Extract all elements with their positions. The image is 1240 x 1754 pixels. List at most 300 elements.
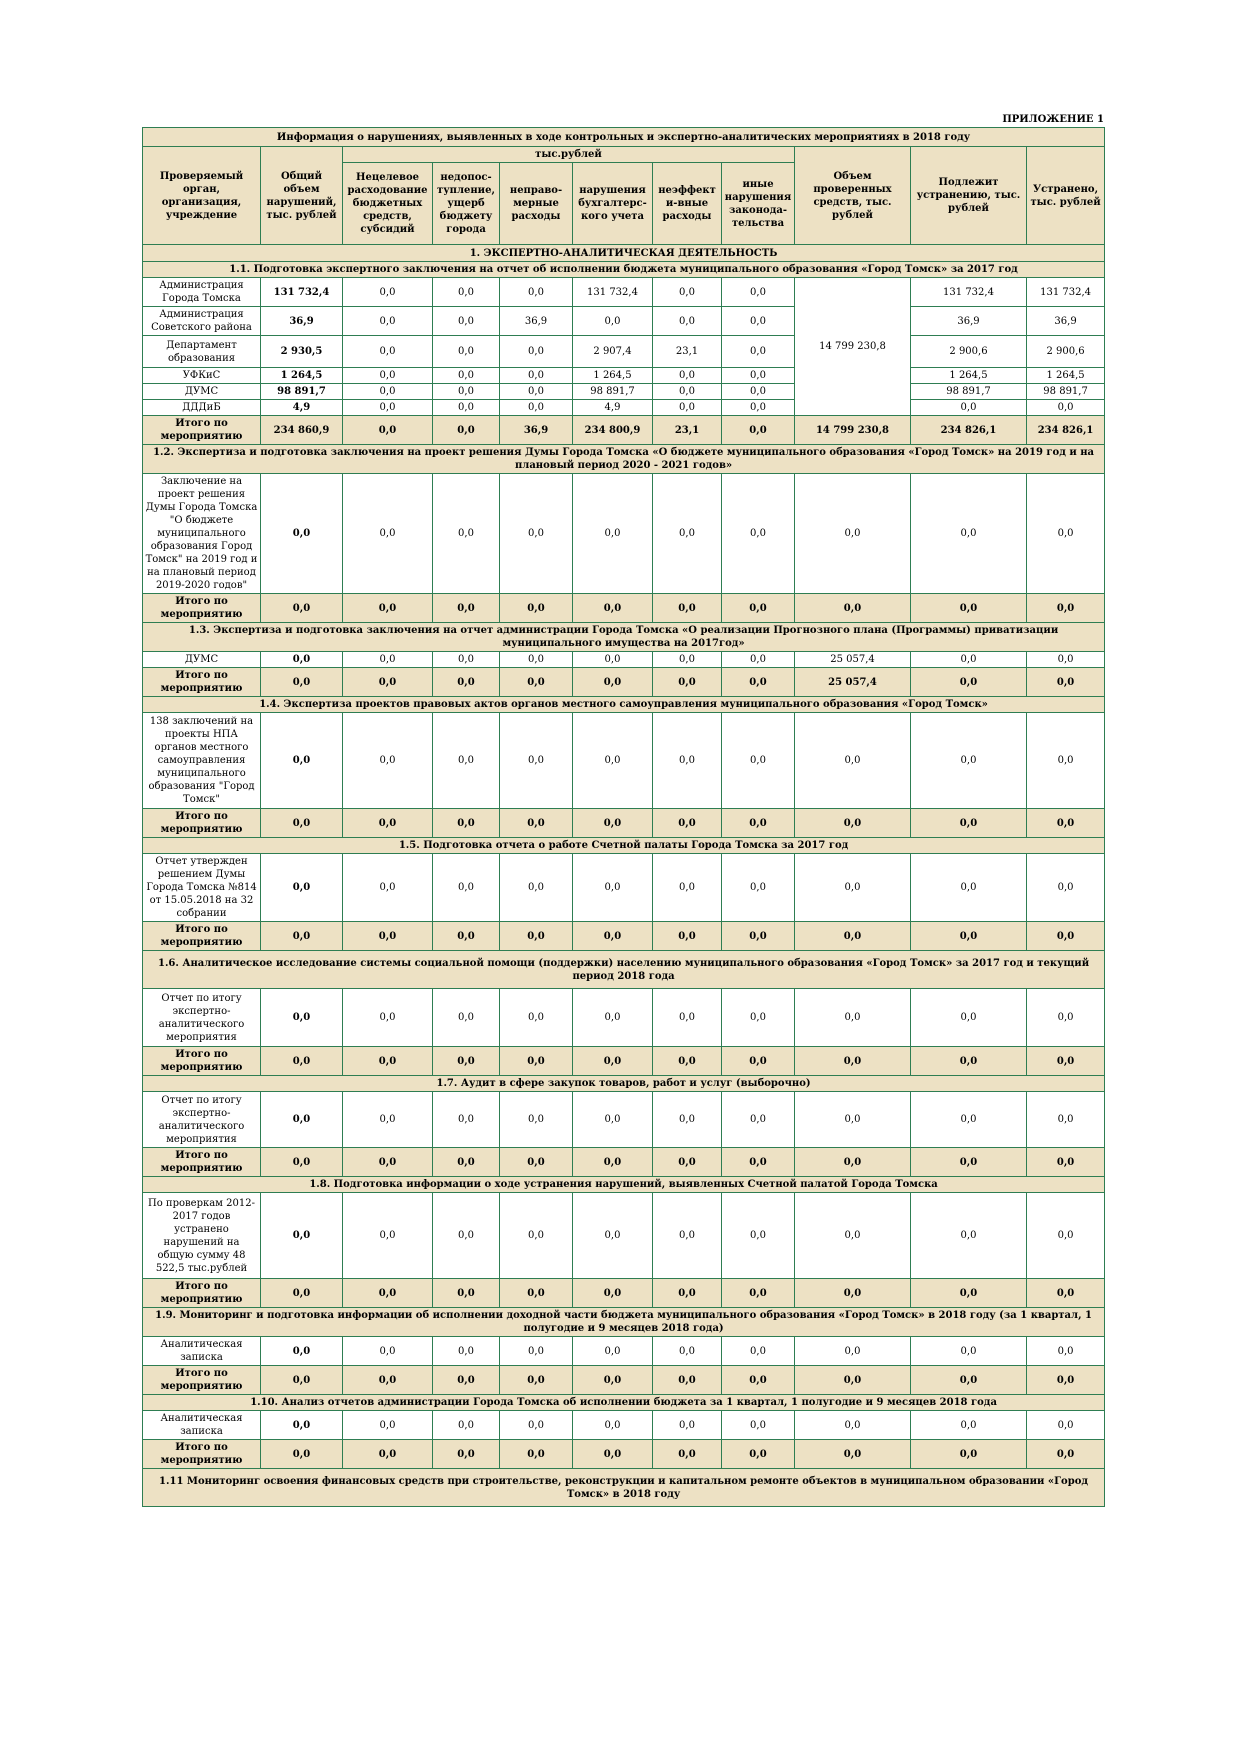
cell-total: 0,0: [261, 1337, 343, 1366]
org-name: ДУМС: [143, 384, 261, 400]
section-title-row: [143, 838, 1105, 854]
cell-total: 0,0: [261, 1411, 343, 1440]
cell-shortfall: 0,0: [433, 416, 500, 445]
cell-to-fix: 0,0: [911, 809, 1027, 838]
cell-accounting: 0,0: [573, 922, 653, 951]
cell-checked: 0,0: [795, 1440, 911, 1469]
org-name: Отчет по итогу экспертно-аналитического мероприятия: [143, 989, 261, 1047]
cell-inefficient: 0,0: [653, 368, 722, 384]
cell-shortfall: 0,0: [433, 668, 500, 697]
cell-to-fix: 0,0: [911, 652, 1027, 668]
total-row: [143, 416, 1105, 445]
cell-illegal: 0,0: [500, 336, 573, 368]
cell-fixed: 0,0: [1027, 1148, 1105, 1177]
cell-misuse: 0,0: [343, 922, 433, 951]
total-row: [143, 1148, 1105, 1177]
total-label: Итого по мероприятию: [143, 1366, 261, 1395]
section-title: 1.4. Экспертиза проектов правовых актов органов местного самоуправления муниципального образования «Город Томск»: [143, 697, 1105, 713]
cell-misuse: 0,0: [343, 713, 433, 809]
cell-accounting: 2 907,4: [573, 336, 653, 368]
cell-other: 0,0: [722, 1193, 795, 1279]
cell-accounting: 0,0: [573, 1047, 653, 1076]
cell-to-fix: 0,0: [911, 400, 1027, 416]
table-row: [143, 652, 1105, 668]
cell-illegal: 0,0: [500, 1047, 573, 1076]
cell-shortfall: 0,0: [433, 1047, 500, 1076]
cell-inefficient: 0,0: [653, 278, 722, 307]
cell-total: 0,0: [261, 1279, 343, 1308]
cell-accounting: 0,0: [573, 594, 653, 623]
cell-shortfall: 0,0: [433, 989, 500, 1047]
cell-illegal: 0,0: [500, 809, 573, 838]
cell-fixed: 1 264,5: [1027, 368, 1105, 384]
cell-shortfall: 0,0: [433, 400, 500, 416]
cell-checked: 0,0: [795, 1337, 911, 1366]
cell-inefficient: 0,0: [653, 652, 722, 668]
cell-total: 0,0: [261, 854, 343, 922]
header-misuse: Нецелевое расходование бюджетных средств, субсидий: [343, 163, 433, 245]
cell-illegal: 0,0: [500, 368, 573, 384]
cell-illegal: 0,0: [500, 713, 573, 809]
cell-fixed: 0,0: [1027, 922, 1105, 951]
cell-illegal: 0,0: [500, 400, 573, 416]
cell-total: 0,0: [261, 474, 343, 594]
cell-fixed: 0,0: [1027, 1047, 1105, 1076]
cell-other: 0,0: [722, 854, 795, 922]
table-row: [143, 854, 1105, 922]
cell-accounting: 0,0: [573, 1440, 653, 1469]
section-title: 1.1. Подготовка экспертного заключения на отчет об исполнении бюджета муниципального образования «Город Томск» за 2017 год: [143, 262, 1105, 278]
cell-to-fix: 0,0: [911, 1337, 1027, 1366]
cell-illegal: 0,0: [500, 384, 573, 400]
cell-illegal: 0,0: [500, 1092, 573, 1148]
cell-misuse: 0,0: [343, 1047, 433, 1076]
cell-accounting: 0,0: [573, 1337, 653, 1366]
cell-inefficient: 0,0: [653, 384, 722, 400]
section-title-row: [143, 1469, 1105, 1507]
cell-accounting: 0,0: [573, 1279, 653, 1308]
section-title-row: [143, 1076, 1105, 1092]
org-name: Администрация Города Томска: [143, 278, 261, 307]
cell-other: 0,0: [722, 336, 795, 368]
cell-misuse: 0,0: [343, 809, 433, 838]
cell-misuse: 0,0: [343, 1411, 433, 1440]
cell-total: 98 891,7: [261, 384, 343, 400]
cell-accounting: 0,0: [573, 713, 653, 809]
section-title-row: [143, 1395, 1105, 1411]
section-title: 1.9. Мониторинг и подготовка информации об исполнении доходной части бюджета муниципального образования «Город Томск» в 2018 году (за 1 квартал, 1 полугодие и 9 месяцев 2018 года): [143, 1308, 1105, 1337]
cell-checked: 0,0: [795, 989, 911, 1047]
cell-illegal: 0,0: [500, 854, 573, 922]
cell-accounting: 0,0: [573, 1411, 653, 1440]
cell-other: 0,0: [722, 594, 795, 623]
cell-inefficient: 0,0: [653, 989, 722, 1047]
cell-accounting: 0,0: [573, 474, 653, 594]
cell-shortfall: 0,0: [433, 1193, 500, 1279]
cell-fixed: 0,0: [1027, 1279, 1105, 1308]
table-row: [143, 1092, 1105, 1148]
cell-other: 0,0: [722, 278, 795, 307]
cell-misuse: 0,0: [343, 474, 433, 594]
cell-to-fix: 0,0: [911, 922, 1027, 951]
cell-total: 0,0: [261, 1047, 343, 1076]
cell-checked: 14 799 230,8: [795, 416, 911, 445]
cell-total: 0,0: [261, 652, 343, 668]
cell-total: 0,0: [261, 922, 343, 951]
cell-accounting: 0,0: [573, 668, 653, 697]
cell-shortfall: 0,0: [433, 594, 500, 623]
cell-to-fix: 0,0: [911, 989, 1027, 1047]
cell-checked: 0,0: [795, 922, 911, 951]
cell-fixed: 0,0: [1027, 652, 1105, 668]
cell-inefficient: 0,0: [653, 854, 722, 922]
cell-fixed: 98 891,7: [1027, 384, 1105, 400]
cell-to-fix: 0,0: [911, 1193, 1027, 1279]
total-row: [143, 594, 1105, 623]
table-row: [143, 1337, 1105, 1366]
cell-inefficient: 0,0: [653, 1337, 722, 1366]
cell-fixed: 0,0: [1027, 668, 1105, 697]
org-name: Администрация Советского района: [143, 307, 261, 336]
cell-shortfall: 0,0: [433, 474, 500, 594]
cell-misuse: 0,0: [343, 1193, 433, 1279]
cell-misuse: 0,0: [343, 668, 433, 697]
cell-to-fix: 0,0: [911, 1047, 1027, 1076]
cell-checked: 0,0: [795, 1366, 911, 1395]
section-title: 1.3. Экспертиза и подготовка заключения на отчет администрации Города Томска «О реализации Прогнозного плана (Программы) приватизации муниципального имущества на 2017год»: [143, 623, 1105, 652]
header-other: иные нарушения законода-тельства: [722, 163, 795, 245]
table-row: [143, 1411, 1105, 1440]
cell-fixed: 0,0: [1027, 1366, 1105, 1395]
cell-checked: 0,0: [795, 594, 911, 623]
cell-other: 0,0: [722, 474, 795, 594]
cell-other: 0,0: [722, 1337, 795, 1366]
cell-inefficient: 0,0: [653, 400, 722, 416]
cell-inefficient: 0,0: [653, 1047, 722, 1076]
cell-misuse: 0,0: [343, 368, 433, 384]
header-checked: Объем проверенных средств, тыс. рублей: [795, 147, 911, 245]
total-label: Итого по мероприятию: [143, 1279, 261, 1308]
cell-illegal: 0,0: [500, 1193, 573, 1279]
org-name: По проверкам 2012-2017 годов устранено нарушений на общую сумму 48 522,5 тыс.рублей: [143, 1193, 261, 1279]
cell-checked: 0,0: [795, 809, 911, 838]
cell-fixed: 0,0: [1027, 1092, 1105, 1148]
cell-misuse: 0,0: [343, 1366, 433, 1395]
cell-inefficient: 0,0: [653, 1148, 722, 1177]
cell-accounting: 0,0: [573, 809, 653, 838]
cell-illegal: 36,9: [500, 416, 573, 445]
cell-inefficient: 0,0: [653, 1193, 722, 1279]
cell-to-fix: 131 732,4: [911, 278, 1027, 307]
org-name: 138 заключений на проекты НПА органов местного самоуправления муниципального образования "Город Томск": [143, 713, 261, 809]
org-name: УФКиС: [143, 368, 261, 384]
section-title: 1.2. Экспертиза и подготовка заключения на проект решения Думы Города Томска «О бюджете муниципального образования «Город Томск» на 2019 год и на плановый период 2020 - 2021 годов»: [143, 445, 1105, 474]
cell-fixed: 0,0: [1027, 1411, 1105, 1440]
cell-to-fix: 0,0: [911, 668, 1027, 697]
section-title: 1.5. Подготовка отчета о работе Счетной палаты Города Томска за 2017 год: [143, 838, 1105, 854]
cell-to-fix: 0,0: [911, 474, 1027, 594]
org-name: Аналитическая записка: [143, 1411, 261, 1440]
cell-checked: 0,0: [795, 854, 911, 922]
cell-inefficient: 23,1: [653, 336, 722, 368]
cell-misuse: 0,0: [343, 400, 433, 416]
cell-fixed: 0,0: [1027, 989, 1105, 1047]
cell-fixed: 0,0: [1027, 400, 1105, 416]
table-row: [143, 368, 1105, 384]
section-title: 1.7. Аудит в сфере закупок товаров, работ и услуг (выборочно): [143, 1076, 1105, 1092]
cell-shortfall: 0,0: [433, 1337, 500, 1366]
main-section-row: [143, 245, 1105, 262]
cell-checked-merged: 14 799 230,8: [795, 278, 911, 416]
cell-other: 0,0: [722, 400, 795, 416]
header-total: Общий объем нарушений, тыс. рублей: [261, 147, 343, 245]
cell-to-fix: 0,0: [911, 1366, 1027, 1395]
cell-misuse: 0,0: [343, 1148, 433, 1177]
org-name: Заключение на проект решения Думы Города Томска "О бюджете муниципального образования Город Томск" на 2019 год и на плановый период 2019-2020 годов": [143, 474, 261, 594]
cell-shortfall: 0,0: [433, 1148, 500, 1177]
table-row: [143, 474, 1105, 594]
header-inefficient: неэффекти-вные расходы: [653, 163, 722, 245]
cell-shortfall: 0,0: [433, 384, 500, 400]
cell-other: 0,0: [722, 922, 795, 951]
cell-accounting: 4,9: [573, 400, 653, 416]
total-label: Итого по мероприятию: [143, 1148, 261, 1177]
table-title: Информация о нарушениях, выявленных в ходе контрольных и экспертно-аналитических мероприятиях в 2018 году: [143, 128, 1105, 147]
cell-accounting: 0,0: [573, 1366, 653, 1395]
cell-total: 0,0: [261, 1092, 343, 1148]
cell-checked: 0,0: [795, 1148, 911, 1177]
violations-table: [142, 127, 1105, 1507]
cell-illegal: 0,0: [500, 1366, 573, 1395]
cell-fixed: 0,0: [1027, 809, 1105, 838]
org-name: Отчет по итогу экспертно-аналитического мероприятия: [143, 1092, 261, 1148]
cell-illegal: 0,0: [500, 1279, 573, 1308]
section-title-row: [143, 697, 1105, 713]
cell-illegal: 0,0: [500, 1440, 573, 1469]
cell-misuse: 0,0: [343, 1337, 433, 1366]
cell-other: 0,0: [722, 1092, 795, 1148]
cell-shortfall: 0,0: [433, 336, 500, 368]
cell-total: 0,0: [261, 1366, 343, 1395]
cell-inefficient: 0,0: [653, 1440, 722, 1469]
total-label: Итого по мероприятию: [143, 416, 261, 445]
cell-total: 0,0: [261, 713, 343, 809]
header-to-fix: Подлежит устранению, тыс. рублей: [911, 147, 1027, 245]
cell-illegal: 0,0: [500, 1337, 573, 1366]
cell-misuse: 0,0: [343, 989, 433, 1047]
main-section-title: 1. ЭКСПЕРТНО-АНАЛИТИЧЕСКАЯ ДЕЯТЕЛЬНОСТЬ: [143, 245, 1105, 262]
cell-inefficient: 0,0: [653, 1411, 722, 1440]
cell-shortfall: 0,0: [433, 1411, 500, 1440]
cell-to-fix: 0,0: [911, 1092, 1027, 1148]
cell-checked: 0,0: [795, 474, 911, 594]
cell-to-fix: 0,0: [911, 1440, 1027, 1469]
cell-shortfall: 0,0: [433, 368, 500, 384]
cell-inefficient: 0,0: [653, 1279, 722, 1308]
cell-to-fix: 0,0: [911, 713, 1027, 809]
cell-fixed: 0,0: [1027, 474, 1105, 594]
cell-shortfall: 0,0: [433, 1440, 500, 1469]
cell-to-fix: 0,0: [911, 594, 1027, 623]
cell-other: 0,0: [722, 1279, 795, 1308]
cell-other: 0,0: [722, 713, 795, 809]
cell-fixed: 0,0: [1027, 1193, 1105, 1279]
cell-shortfall: 0,0: [433, 1279, 500, 1308]
cell-fixed: 36,9: [1027, 307, 1105, 336]
cell-inefficient: 0,0: [653, 668, 722, 697]
cell-accounting: 0,0: [573, 652, 653, 668]
cell-total: 0,0: [261, 1440, 343, 1469]
cell-illegal: 0,0: [500, 1411, 573, 1440]
cell-accounting: 0,0: [573, 1193, 653, 1279]
org-name: ДУМС: [143, 652, 261, 668]
cell-total: 234 860,9: [261, 416, 343, 445]
header-fixed: Устранено, тыс. рублей: [1027, 147, 1105, 245]
org-name: Аналитическая записка: [143, 1337, 261, 1366]
table-row: [143, 336, 1105, 368]
cell-total: 131 732,4: [261, 278, 343, 307]
header-illegal: неправо-мерные расходы: [500, 163, 573, 245]
section-title: 1.11 Мониторинг освоения финансовых средств при строительстве, реконструкции и капитальном ремонте объектов в муниципальном образовании «Город Томск» в 2018 году: [143, 1469, 1105, 1507]
cell-accounting: 0,0: [573, 989, 653, 1047]
total-row: [143, 1440, 1105, 1469]
cell-misuse: 0,0: [343, 384, 433, 400]
cell-other: 0,0: [722, 989, 795, 1047]
table-row: [143, 1193, 1105, 1279]
total-label: Итого по мероприятию: [143, 668, 261, 697]
section-title: 1.6. Аналитическое исследование системы социальной помощи (поддержки) населению муниципального образования «Город Томск» за 2017 год и текущий период 2018 года: [143, 951, 1105, 989]
section-title: 1.8. Подготовка информации о ходе устранения нарушений, выявленных Счетной палатой Города Томска: [143, 1177, 1105, 1193]
table-row: [143, 278, 1105, 307]
cell-checked: 0,0: [795, 1047, 911, 1076]
cell-accounting: 0,0: [573, 1092, 653, 1148]
cell-accounting: 234 800,9: [573, 416, 653, 445]
cell-accounting: 0,0: [573, 307, 653, 336]
total-label: Итого по мероприятию: [143, 809, 261, 838]
header-accounting: нарушения бухгалтерс-кого учета: [573, 163, 653, 245]
cell-to-fix: 1 264,5: [911, 368, 1027, 384]
cell-fixed: 0,0: [1027, 594, 1105, 623]
cell-misuse: 0,0: [343, 1092, 433, 1148]
cell-fixed: 0,0: [1027, 1337, 1105, 1366]
cell-total: 0,0: [261, 989, 343, 1047]
cell-total: 0,0: [261, 1193, 343, 1279]
cell-other: 0,0: [722, 809, 795, 838]
cell-fixed: 234 826,1: [1027, 416, 1105, 445]
cell-fixed: 0,0: [1027, 713, 1105, 809]
cell-checked: 0,0: [795, 713, 911, 809]
cell-to-fix: 0,0: [911, 854, 1027, 922]
cell-to-fix: 36,9: [911, 307, 1027, 336]
cell-misuse: 0,0: [343, 416, 433, 445]
cell-inefficient: 0,0: [653, 474, 722, 594]
cell-illegal: 0,0: [500, 474, 573, 594]
total-row: [143, 809, 1105, 838]
cell-misuse: 0,0: [343, 854, 433, 922]
total-row: [143, 668, 1105, 697]
cell-misuse: 0,0: [343, 307, 433, 336]
cell-other: 0,0: [722, 668, 795, 697]
table-row: [143, 713, 1105, 809]
cell-checked: 0,0: [795, 1092, 911, 1148]
cell-misuse: 0,0: [343, 278, 433, 307]
cell-other: 0,0: [722, 1366, 795, 1395]
cell-other: 0,0: [722, 652, 795, 668]
header-units: тыс.рублей: [343, 147, 795, 163]
total-label: Итого по мероприятию: [143, 594, 261, 623]
cell-to-fix: 0,0: [911, 1279, 1027, 1308]
cell-illegal: 0,0: [500, 278, 573, 307]
cell-to-fix: 2 900,6: [911, 336, 1027, 368]
cell-checked: 0,0: [795, 1411, 911, 1440]
cell-to-fix: 234 826,1: [911, 416, 1027, 445]
cell-checked: 0,0: [795, 1279, 911, 1308]
org-name: ДДДиБ: [143, 400, 261, 416]
total-row: [143, 1047, 1105, 1076]
cell-checked: 25 057,4: [795, 652, 911, 668]
cell-inefficient: 0,0: [653, 922, 722, 951]
cell-other: 0,0: [722, 368, 795, 384]
cell-total: 4,9: [261, 400, 343, 416]
cell-illegal: 0,0: [500, 922, 573, 951]
header-org: Проверяемый орган, организация, учреждение: [143, 147, 261, 245]
cell-misuse: 0,0: [343, 1279, 433, 1308]
cell-accounting: 0,0: [573, 854, 653, 922]
cell-misuse: 0,0: [343, 594, 433, 623]
cell-illegal: 0,0: [500, 594, 573, 623]
cell-illegal: 0,0: [500, 1148, 573, 1177]
cell-illegal: 0,0: [500, 668, 573, 697]
section-title-row: [143, 951, 1105, 989]
cell-illegal: 0,0: [500, 652, 573, 668]
header-shortfall: недопос-тупление, ущерб бюджету города: [433, 163, 500, 245]
cell-other: 0,0: [722, 1440, 795, 1469]
cell-inefficient: 0,0: [653, 809, 722, 838]
cell-shortfall: 0,0: [433, 1366, 500, 1395]
table-row: [143, 400, 1105, 416]
cell-accounting: 131 732,4: [573, 278, 653, 307]
table-row: [143, 989, 1105, 1047]
section-title-row: [143, 1177, 1105, 1193]
table-row: [143, 307, 1105, 336]
cell-total: 1 264,5: [261, 368, 343, 384]
cell-shortfall: 0,0: [433, 922, 500, 951]
cell-inefficient: 0,0: [653, 713, 722, 809]
cell-other: 0,0: [722, 1047, 795, 1076]
section-title: 1.10. Анализ отчетов администрации Города Томска об исполнении бюджета за 1 квартал, 1 полугодие и 9 месяцев 2018 года: [143, 1395, 1105, 1411]
cell-inefficient: 0,0: [653, 1366, 722, 1395]
cell-shortfall: 0,0: [433, 278, 500, 307]
cell-accounting: 98 891,7: [573, 384, 653, 400]
cell-other: 0,0: [722, 384, 795, 400]
total-row: [143, 1279, 1105, 1308]
total-label: Итого по мероприятию: [143, 922, 261, 951]
cell-to-fix: 0,0: [911, 1148, 1027, 1177]
cell-shortfall: 0,0: [433, 307, 500, 336]
total-label: Итого по мероприятию: [143, 1047, 261, 1076]
cell-fixed: 131 732,4: [1027, 278, 1105, 307]
cell-to-fix: 98 891,7: [911, 384, 1027, 400]
cell-shortfall: 0,0: [433, 1092, 500, 1148]
cell-shortfall: 0,0: [433, 854, 500, 922]
org-name: Отчет утвержден решением Думы Города Томска №814 от 15.05.2018 на 32 собрании: [143, 854, 261, 922]
cell-illegal: 0,0: [500, 989, 573, 1047]
section-title-row: [143, 262, 1105, 278]
cell-shortfall: 0,0: [433, 713, 500, 809]
cell-misuse: 0,0: [343, 652, 433, 668]
org-name: Департамент образования: [143, 336, 261, 368]
appendix-label: ПРИЛОЖЕНИЕ 1: [1002, 114, 1104, 125]
